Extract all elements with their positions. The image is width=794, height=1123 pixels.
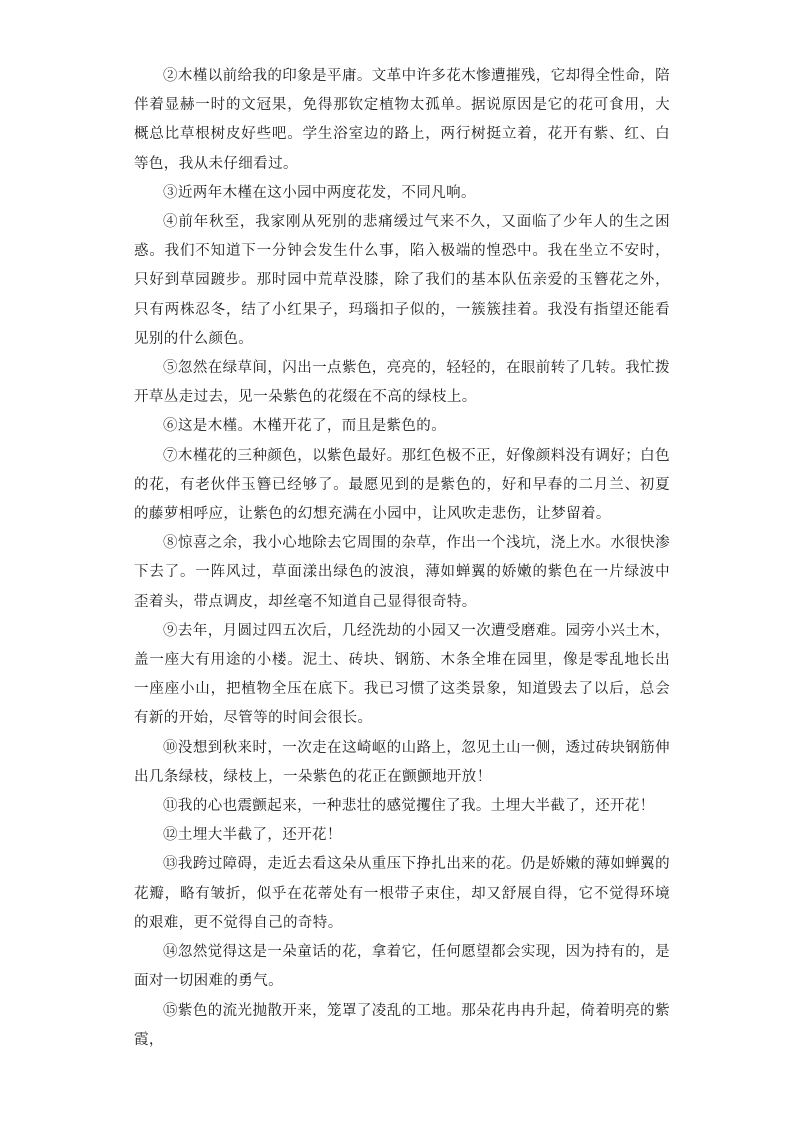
paragraph-9: ⑨去年，月圆过四五次后，几经洗劫的小园又一次遭受磨难。园旁小兴土木，盖一座大有用途的小楼。泥土、砖块、钢筋、木条全堆在园里，像是零乱地长出一座座小山，把植物全压在底下。我已习惯了这类景象，知道毁去了以后，总会有新的开始，尽管等的时间会很长。 bbox=[134, 622, 670, 727]
paragraph-7: ⑦木槿花的三种颜色，以紫色最好。那红色极不正，好像颜料没有调好；白色的花，有老伙伴玉簪已经够了。最愿见到的是紫色的，好和早春的二月兰、初夏的藤萝相呼应，让紫色的幻想充满在小园中，让风吹走悲伤，让梦留着。 bbox=[134, 447, 670, 523]
paragraph-5: ⑤忽然在绿草间，闪出一点紫色，亮亮的，轻轻的，在眼前转了几转。我忙拨开草丛走过去，见一朵紫色的花缀在不高的绿枝上。 bbox=[134, 360, 670, 406]
paragraph-6: ⑥这是木槿。木槿开花了，而且是紫色的。 bbox=[163, 418, 447, 435]
paragraph-8: ⑧惊喜之余，我小心地除去它周围的杂草，作出一个浅坑，浇上水。水很快渗下去了。一阵风过，草面漾出绿色的波浪，薄如蝉翼的娇嫩的紫色在一片绿波中歪着头，带点调皮，却丝毫不知道自己显得很奇特。 bbox=[134, 535, 670, 610]
paragraph-12: ⑫土埋大半截了，还开花！ bbox=[163, 827, 342, 844]
paragraph-11: ⑪我的心也震颤起来，一种悲壮的感觉攫住了我。土埋大半截了，还开花！ bbox=[163, 798, 655, 815]
paragraph-3: ③近两年木槿在这小园中两度花发，不同凡响。 bbox=[163, 184, 476, 201]
paragraph-13: ⑬我跨过障碍，走近去看这朵从重压下挣扎出来的花。仍是娇嫩的薄如蝉翼的花瓣，略有皱折，似乎在花蒂处有一根带子束住，却又舒展自得，它不觉得环境的艰难，更不觉得自己的奇特。 bbox=[134, 856, 670, 931]
paragraph-2: ②木槿以前给我的印象是平庸。文革中许多花木惨遭摧残，它却得全性命，陪伴着显赫一时的文冠果，免得那钦定植物太孤单。据说原因是它的花可食用，大概总比草根树皮好些吧。学生浴室边的路上，两行树挺立着，花开有紫、红、白等色，我从未仔细看过。 bbox=[134, 68, 670, 172]
paragraph-15: ⑮紫色的流光抛散开来，笼罩了凌乱的工地。那朵花冉冉升起，倚着明亮的紫霞， bbox=[134, 1002, 670, 1048]
paragraph-14: ⑭忽然觉得这是一朵童话的花，拿着它，任何愿望都会实现，因为持有的，是面对一切困难的勇气。 bbox=[134, 944, 670, 990]
paragraph-10: ⑩没想到秋来时，一次走在这崎岖的山路上，忽见土山一侧，透过砖块钢筋伸出几条绿枝，绿枝上，一朵紫色的花正在颤颤地开放！ bbox=[134, 739, 670, 785]
paragraph-4: ④前年秋至，我家刚从死别的悲痛缓过气来不久，又面临了少年人的生之困惑。我们不知道下一分钟会发生什么事，陷入极端的惶恐中。我在坐立不安时，只好到草园踱步。那时园中荒草没膝，除了我们的基本队伍亲爱的玉簪花之外，只有两株忍冬，结了小红果子，玛瑙扣子似的，一簇簇挂着。我没有指望还能看见别的什么颜色。 bbox=[134, 214, 670, 347]
article-body bbox=[134, 62, 670, 1055]
